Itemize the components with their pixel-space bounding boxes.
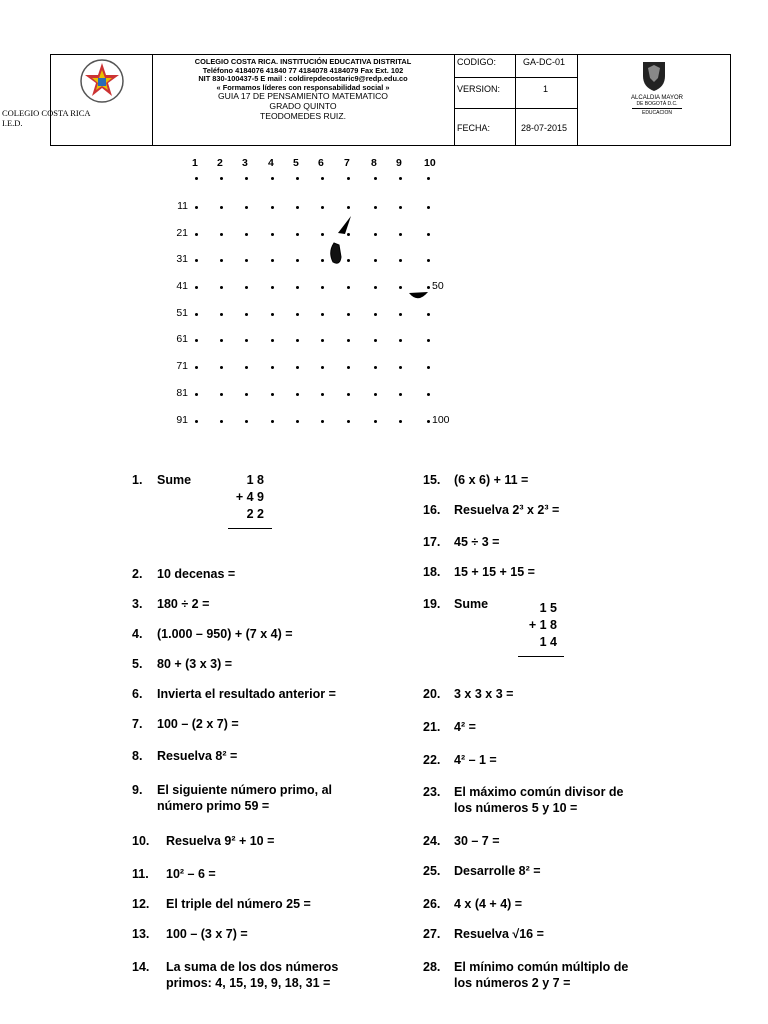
top-number: 10 [424, 157, 436, 169]
exercise-text: (6 x 6) + 11 = [454, 473, 529, 487]
exercise-number: 28. [423, 960, 441, 974]
exercise-text: 80 + (3 x 3) = [157, 657, 233, 671]
exercise-number: 2. [132, 567, 143, 581]
top-number: 4 [268, 157, 274, 169]
top-number: 7 [344, 157, 350, 169]
phone-line: Teléfono 4184076 41840 77 4184078 4184079 Fax Ext. 102 [202, 65, 404, 75]
exercise-text: 10² – 6 = [166, 867, 216, 881]
exercise-text: 100 – (3 x 7) = [166, 927, 248, 941]
exercise-number: 1. [132, 473, 143, 487]
exercise-text: El triple del número 25 = [166, 897, 311, 911]
sum1-rule [228, 528, 272, 529]
codigo-value: GA-DC-01 [523, 57, 566, 67]
exercise-number: 14. [132, 960, 150, 974]
label-100: 100 [432, 414, 450, 426]
row-label: 41 [176, 280, 188, 292]
exercise-number: 5. [132, 657, 143, 671]
row-label: 21 [176, 227, 188, 239]
sum19-addend-2: + 1 8 [528, 618, 557, 632]
exercise-text: Sume [454, 597, 489, 611]
motto-line: « Formamos líderes con responsabilidad social » [216, 82, 390, 92]
top-number: 6 [318, 157, 324, 169]
row-label: 91 [176, 414, 188, 426]
school-left-name: COLEGIO COSTA RICA I.E.D. [2, 108, 91, 128]
exercise-text: Invierta el resultado anterior = [157, 687, 336, 701]
exercise-text-line2: los números 5 y 10 = [454, 801, 578, 815]
label-50: 50 [432, 280, 444, 292]
exercise-number: 20. [423, 687, 441, 701]
sum19-rule [518, 656, 564, 657]
school-name-line: COLEGIO COSTA RICA. INSTITUCIÓN EDUCATIVA DISTRITAL [194, 57, 412, 66]
exercise-text-line2: número primo 59 = [157, 799, 270, 813]
exercise-number: 27. [423, 927, 441, 941]
exercise-number: 23. [423, 785, 441, 799]
top-number: 1 [192, 157, 198, 169]
exercise-text: Sume [157, 473, 192, 487]
sum19-addend-1: 1 5 [539, 601, 557, 615]
exercise-text: Resuelva 8² = [157, 749, 238, 763]
teacher-name: TEODOMEDES RUIZ. [260, 110, 346, 121]
alcaldia-text: ALCALDIA MAYOR DE BOGOTÁ D.C. EDUCACION [631, 95, 683, 116]
row-label: 71 [176, 360, 188, 372]
exercise-text: 4² = [454, 720, 476, 734]
exercise-text: El máximo común divisor de [454, 785, 624, 799]
exercise-number: 9. [132, 783, 143, 797]
nit-email-line: NIT 830-100437-5 E mail : coldirepdecostaric9@redp.edu.co [198, 74, 408, 84]
exercise-text: 15 + 15 + 15 = [454, 565, 535, 579]
exercise-text: Desarrolle 8² = [454, 864, 541, 878]
exercise-text: Resuelva 9² + 10 = [166, 834, 275, 848]
exercise-text: 100 – (2 x 7) = [157, 717, 239, 731]
sum1-block [220, 472, 264, 523]
top-number: 5 [293, 157, 299, 169]
exercise-text: 4² – 1 = [454, 753, 497, 767]
exercise-number: 16. [423, 503, 441, 517]
row-label: 61 [176, 333, 188, 345]
exercise-number: 15. [423, 473, 441, 487]
exercise-text: 45 ÷ 3 = [454, 535, 500, 549]
exercise-text: Resuelva √16 = [454, 927, 544, 941]
exercise-text: 30 – 7 = [454, 834, 500, 848]
sum19-addend-3: 1 4 [539, 635, 557, 649]
top-number: 9 [396, 157, 402, 169]
sum1-addend-2: + 4 9 [235, 490, 264, 504]
exercise-text: 10 decenas = [157, 567, 236, 581]
exercise-number: 4. [132, 627, 143, 641]
guide-title: GUIA 17 DE PENSAMIENTO MATEMATICO [218, 91, 388, 102]
top-number: 8 [371, 157, 377, 169]
exercise-number: 8. [132, 749, 143, 763]
grade-line: GRADO QUINTO [269, 100, 337, 111]
exercise-number: 13. [132, 927, 150, 941]
exercise-text: 4 x (4 + 4) = [454, 897, 523, 911]
exercise-text-line2: los números 2 y 7 = [454, 976, 571, 990]
exercise-text: El siguiente número primo, al [157, 783, 333, 797]
exercise-text: El mínimo común múltiplo de [454, 960, 629, 974]
exercise-text-line2: primos: 4, 15, 19, 9, 18, 31 = [166, 976, 331, 990]
exercise-number: 17. [423, 535, 441, 549]
version-label: VERSION: [457, 84, 501, 94]
exercise-number: 21. [423, 720, 441, 734]
exercise-number: 19. [423, 597, 441, 611]
exercise-text: (1.000 – 950) + (7 x 4) = [157, 627, 293, 641]
row-label: 81 [176, 387, 188, 399]
row-label: 11 [177, 200, 188, 212]
sum19-block [511, 600, 557, 651]
exercise-number: 6. [132, 687, 143, 701]
exercise-number: 18. [423, 565, 441, 579]
exercise-number: 7. [132, 717, 143, 731]
sum1-addend-3: 2 2 [246, 507, 264, 521]
exercise-text: La suma de los dos números [166, 960, 339, 974]
top-number: 3 [242, 157, 248, 169]
exercise-number: 3. [132, 597, 143, 611]
exercise-number: 25. [423, 864, 441, 878]
exercise-number: 11. [132, 867, 149, 881]
version-value: 1 [543, 84, 549, 94]
exercise-text: 3 x 3 x 3 = [454, 687, 514, 701]
sum1-addend-1: 1 8 [246, 473, 264, 487]
codigo-label: CODIGO: [457, 57, 497, 67]
top-number: 2 [217, 157, 223, 169]
exercise-number: 26. [423, 897, 441, 911]
fecha-label: FECHA: [457, 123, 491, 133]
row-label: 31 [176, 253, 188, 265]
exercise-number: 24. [423, 834, 441, 848]
exercise-text: Resuelva 2³ x 2³ = [454, 503, 560, 517]
exercise-number: 22. [423, 753, 441, 767]
exercise-number: 10. [132, 834, 150, 848]
exercise-number: 12. [132, 897, 150, 911]
row-label: 51 [176, 307, 188, 319]
exercise-text: 180 ÷ 2 = [157, 597, 210, 611]
fecha-value: 28-07-2015 [521, 123, 568, 133]
